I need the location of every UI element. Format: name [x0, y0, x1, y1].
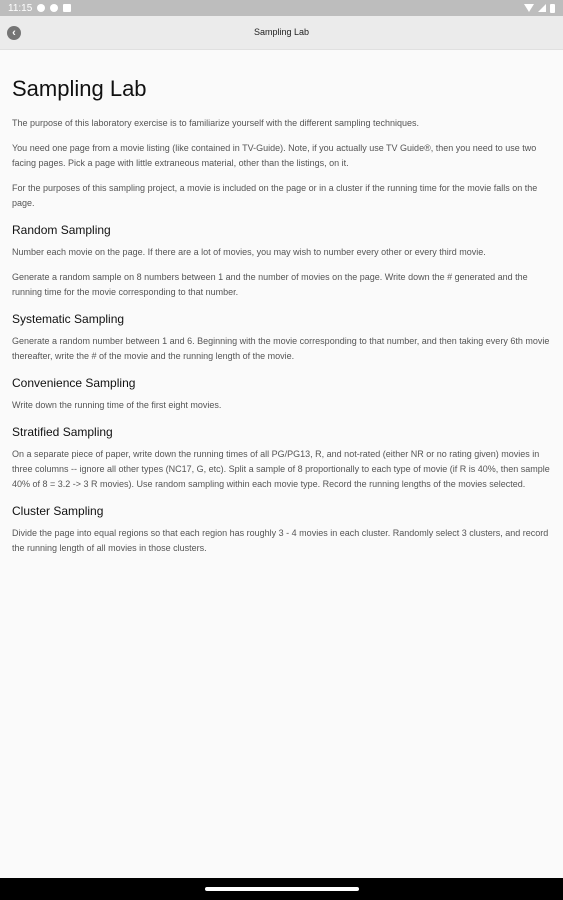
wifi-icon	[524, 4, 534, 12]
block-icon	[50, 4, 58, 12]
circle-icon	[37, 4, 45, 12]
section-paragraph: Number each movie on the page. If there are a lot of movies, you may wish to number every other or every third movie.	[12, 247, 486, 257]
section-paragraph: Generate a random sample on 8 numbers between 1 and the number of movies on the page. Write down the # generated and the running time for the movie corresponding to that number.	[12, 272, 528, 297]
battery-icon	[550, 4, 555, 13]
page-title: Sampling Lab	[12, 76, 147, 101]
cellular-icon	[538, 4, 546, 12]
section-paragraph: On a separate piece of paper, write down the running times of all PG/PG13, R, and not-rated (either NR or no rating given) movies in three columns -- ignore all other types (NC17, G, etc). Split a sample of 8 proportionally to each type of movie (if R is 40%, then sample 40% of 8 = 3.2 -> 3 R movies). Use random sampling within each movie type. Record the running lengths of the movies selected.	[12, 449, 550, 489]
section-heading-stratified-sampling: Stratified Sampling	[12, 425, 113, 439]
app-bar-title: Sampling Lab	[253, 27, 310, 37]
section-paragraph: Divide the page into equal regions so that each region has roughly 3 - 4 movies in each cluster. Randomly select 3 clusters, and record the running length of all movies in those clusters.	[12, 528, 549, 553]
section-heading-convenience-sampling: Convenience Sampling	[12, 376, 136, 390]
intro-paragraph: The purpose of this laboratory exercise is to familiarize yourself with the different sampling techniques.	[12, 118, 420, 128]
copy-icon	[63, 4, 71, 12]
section-heading-systematic-sampling: Systematic Sampling	[12, 312, 125, 326]
section-heading-random-sampling: Random Sampling	[12, 223, 111, 237]
app-bar	[0, 16, 563, 50]
home-indicator[interactable]	[205, 887, 359, 891]
status-left	[8, 3, 71, 14]
navigation-bar	[0, 878, 563, 900]
intro-paragraph: For the purposes of this sampling project, a movie is included on the page or in a cluster if the running time for the movie falls on the page.	[12, 183, 538, 208]
section-paragraph: Generate a random number between 1 and 6. Beginning with the movie corresponding to that number, and then taking every 6th movie thereafter, write the # of the movie and the running length of the movie.	[12, 336, 550, 361]
section-paragraph: Write down the running time of the first eight movies.	[12, 400, 222, 410]
intro-paragraph: You need one page from a movie listing (like contained in TV-Guide). Note, if you actually use TV Guide®, then you need to use two facing pages. Pick a page with little extraneous material, other than the listings, on it.	[12, 143, 537, 168]
status-bar	[0, 0, 563, 16]
section-heading-cluster-sampling: Cluster Sampling	[12, 504, 104, 518]
article-content	[12, 62, 552, 566]
status-time: 11:15	[8, 2, 33, 14]
back-arrow-icon[interactable]: ‹	[7, 26, 21, 40]
status-right	[524, 4, 555, 13]
